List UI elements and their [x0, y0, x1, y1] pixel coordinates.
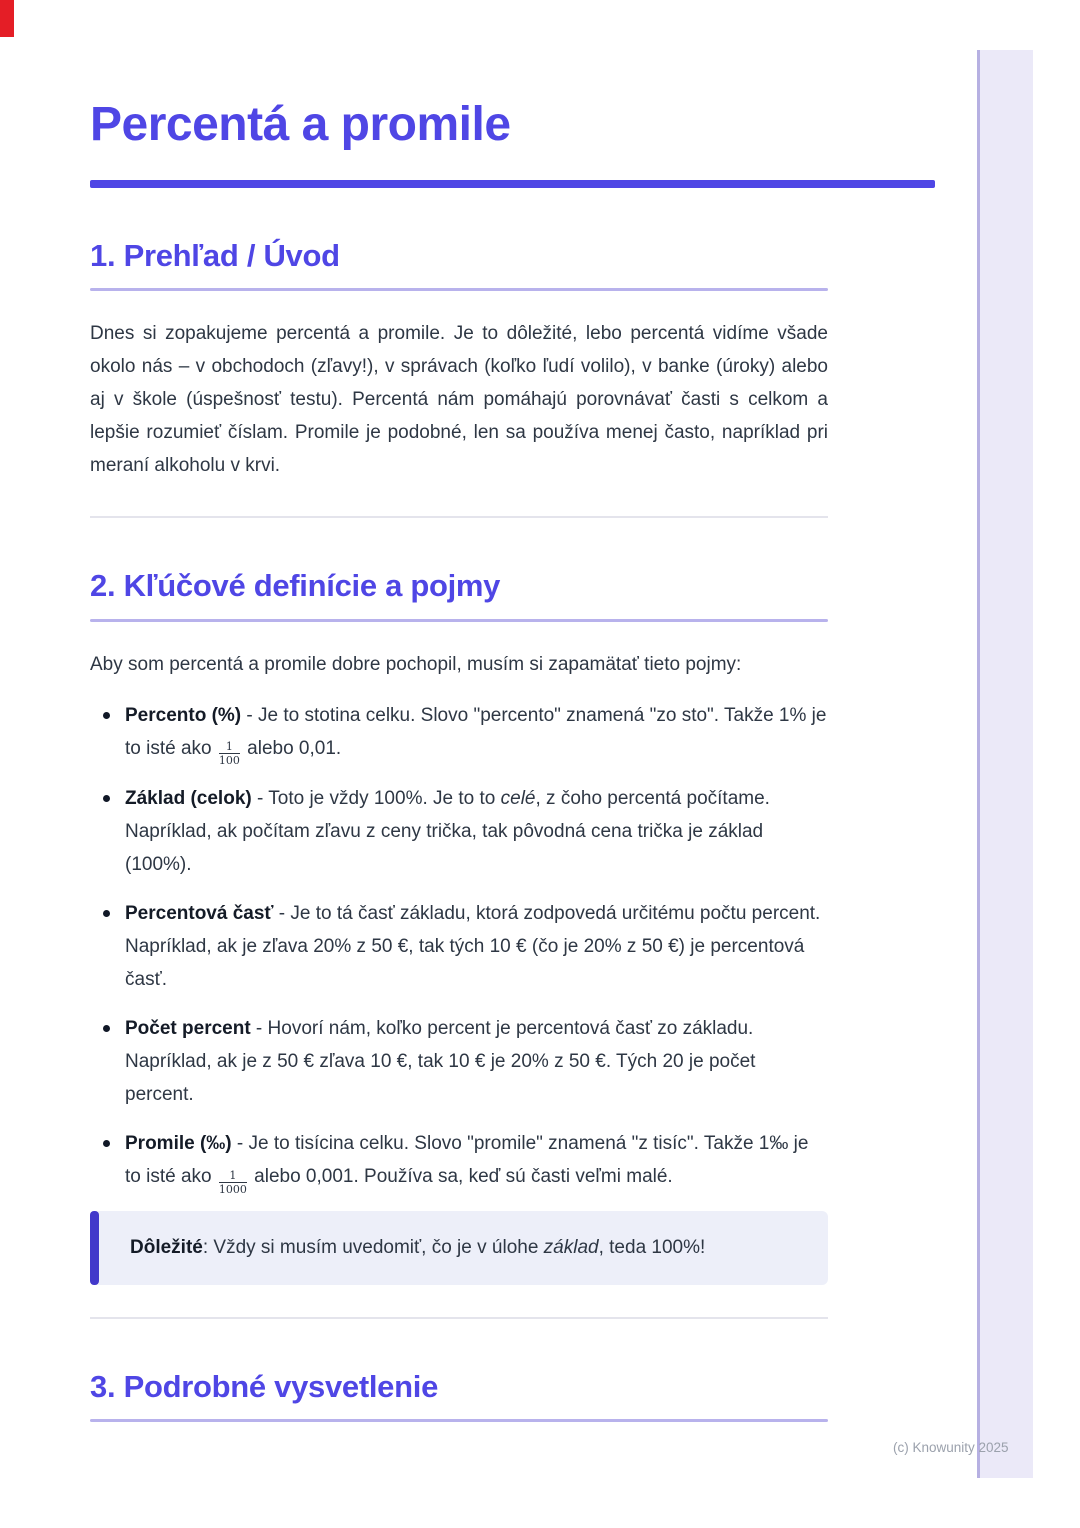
term-label: Percentová časť: [125, 903, 274, 925]
bullet-icon: [103, 1025, 110, 1032]
copyright-note: (c) Knowunity 2025: [893, 1440, 1009, 1455]
heading-underline: [90, 1419, 828, 1422]
list-item: [90, 1012, 828, 1111]
title-divider: [90, 180, 935, 188]
list-item: [90, 897, 828, 996]
list-item: [90, 1127, 828, 1194]
section-heading-explanation: 3. Podrobné vysvetlenie: [90, 1368, 439, 1404]
heading-underline: [90, 619, 828, 622]
right-margin-strip: [977, 50, 1033, 1478]
section-heading-definitions: 2. Kľúčové definície a pojmy: [90, 568, 501, 604]
term-definition: - Toto je vždy 100%. Je to to celé, z čoho percentá počítame. Napríklad, ak počítam zľavu z ceny trička, tak pôvodná cena trička je základ (100%).: [125, 788, 770, 876]
section-heading-overview: 1. Prehľad / Úvod: [90, 237, 340, 273]
callout-label: Dôležité: [130, 1236, 203, 1258]
list-item: [90, 782, 828, 881]
term-definition: - Hovorí nám, koľko percent je percentová časť zo základu. Napríklad, ak je z 50 € zľava 10 €, tak 10 € je 20% z 50 €. Tých 20 je počet percent.: [125, 1018, 756, 1106]
definitions-intro: Aby som percentá a promile dobre pochopil, musím si zapamätať tieto pojmy:: [90, 653, 742, 675]
term-label: Percento (%): [125, 704, 242, 726]
callout-accent-bar: [90, 1211, 99, 1285]
bullet-icon: [103, 1140, 110, 1147]
document-content: [90, 0, 828, 1422]
fraction: $\frac{1}{100}$: [218, 740, 240, 768]
term-definition: - Je to tisícina celku. Slovo "promile" znamená "z tisíc". Takže 1‰ je to isté ako $\frac{1}{1000}$ alebo 0,001. Používa sa, keď sú časti veľmi malé.: [125, 1133, 809, 1196]
term-definition: - Je to stotina celku. Slovo "percento" znamená "zo sto". Takže 1% je to isté ako $\frac{1}{100}$ alebo 0,01.: [125, 704, 827, 768]
important-callout: [90, 1211, 828, 1285]
bullet-icon: [103, 795, 110, 802]
page-title: Percentá a promile: [90, 98, 511, 151]
section-divider: [90, 516, 828, 518]
fraction: $\frac{1}{1000}$: [218, 1168, 247, 1196]
overview-paragraph: Dnes si zopakujeme percentá a promile. Je to dôležité, lebo percentá vidíme všade okolo nás – v obchodoch (zľavy!), v správach (koľko ľudí volilo), v banke (úroky) alebo aj v škole (úspešnosť testu). Percentá nám pomáhajú porovnávať časti s celkom a lepšie rozumieť číslam. Promile je podobné, len sa používa menej často, napríklad pri meraní alkoholu v krvi.: [90, 323, 828, 477]
term-label: Promile (‰): [125, 1133, 232, 1155]
bullet-icon: [103, 712, 110, 719]
term-label: Počet percent: [125, 1018, 251, 1040]
heading-underline: [90, 288, 828, 291]
bullet-icon: [103, 910, 110, 917]
term-definition: - Je to tá časť základu, ktorá zodpovedá určitému počtu percent. Napríklad, ak je zľava 20% z 50 €, tak tých 10 € (čo je 20% z 50 €) je percentová časť.: [125, 903, 821, 991]
callout-text: [130, 1234, 798, 1262]
section-divider: [90, 1317, 828, 1319]
term-label: Základ (celok): [125, 788, 252, 810]
corner-red-mark: [0, 0, 14, 37]
list-item: [90, 699, 828, 766]
callout-body: : Vždy si musím uvedomiť, čo je v úlohe základ, teda 100%!: [202, 1236, 706, 1258]
definitions-list: [90, 699, 828, 1195]
